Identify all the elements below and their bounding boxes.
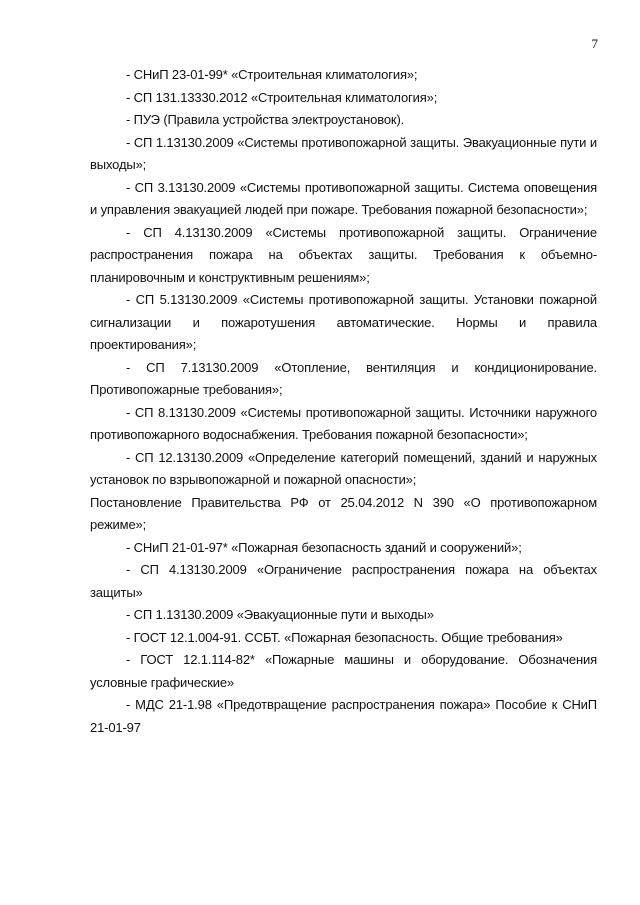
document-body [90,64,597,739]
list-item-postanovlenie-390: Постановление Правительства РФ от 25.04.2012 N 390 «О противопожарном режиме»; [90,494,597,532]
list-item-gost-12-1-114: - ГОСТ 12.1.114-82* «Пожарные машины и оборудование. Обозначения условные графические» [90,652,597,690]
list-item-gost-12-1-004: - ГОСТ 12.1.004-91. ССБТ. «Пожарная безопасность. Общие требования» [126,629,563,645]
list-item-sp-3-13130: - СП 3.13130.2009 «Системы противопожарной защиты. Система оповещения и управления эвакуацией людей при пожаре. Требования пожарной безопасности»; [90,179,597,217]
list-item-snip-23-01-99: - СНиП 23-01-99* «Строительная климатология»; [126,67,418,82]
list-item-sp-12-13130: - СП 12.13130.2009 «Определение категорий помещений, зданий и наружных установок по взрывопожарной и пожарной опасности»; [90,449,597,487]
list-item-sp-131-13330: - СП 131.13330.2012 «Строительная климатология»; [126,89,438,105]
list-item-sp-1-13130-short: - СП 1.13130.2009 «Эвакуационные пути и выходы» [126,607,434,622]
list-item-sp-4-13130: - СП 4.13130.2009 «Системы противопожарной защиты. Ограничение распространения пожара на объектах защиты. Требования к объемно-планировочным и конструктивным решениям»; [90,224,597,285]
list-item-pue: - ПУЭ (Правила устройства электроустановок). [126,112,405,127]
list-item-sp-7-13130: - СП 7.13130.2009 «Отопление, вентиляция и кондиционирование. Противопожарные требования»; [90,359,597,397]
page-number: 7 [591,36,598,51]
list-item-mds-21-1-98: - МДС 21-1.98 «Предотвращение распространения пожара» Пособие к СНиП 21-01-97 [90,697,597,735]
list-item-sp-1-13130: - СП 1.13130.2009 «Системы противопожарной защиты. Эвакуационные пути и выходы»; [90,134,597,172]
list-item-sp-5-13130: - СП 5.13130.2009 «Системы противопожарной защиты. Установки пожарной сигнализации и пожаротушения автоматические. Нормы и правила проектирования»; [90,292,597,352]
list-item-sp-4-13130-short: - СП 4.13130.2009 «Ограничение распространения пожара на объектах защиты» [90,562,597,600]
list-item-snip-21-01-97: - СНиП 21-01-97* «Пожарная безопасность зданий и сооружений»; [126,539,522,555]
list-item-sp-8-13130: - СП 8.13130.2009 «Системы противопожарной защиты. Источники наружного противопожарного водоснабжения. Требования пожарной безопасности»; [90,404,597,442]
